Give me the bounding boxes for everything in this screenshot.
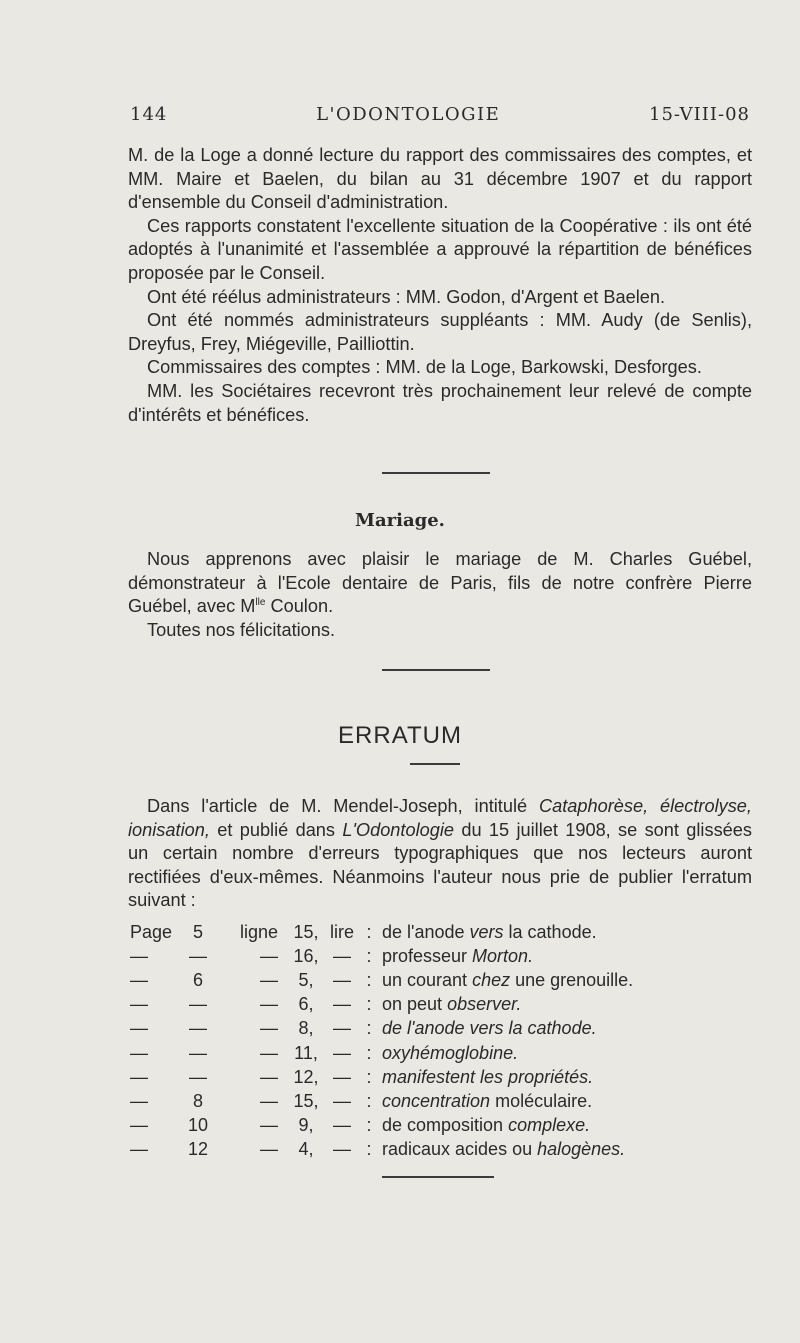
- errata-cell-f: :: [366, 945, 372, 966]
- heading-underline: [410, 763, 460, 765]
- report-paragraph: M. de la Loge a donné lecture du rapport des commissaires des comptes, et MM. Maire et Baelen, du bilan au 31 décembre 1907 et du rapport d'ensemble du Conseil d'administration.: [128, 145, 752, 213]
- errata-correction: oxyhémoglobine.: [382, 1042, 519, 1063]
- errata-correction: de l'anode vers la cathode.: [382, 1018, 597, 1039]
- erratum-heading: ERRATUM: [338, 722, 462, 749]
- errata-row: [130, 1114, 633, 1138]
- errata-cell-a: —: [130, 1066, 148, 1087]
- errata-cell-e: —: [333, 994, 351, 1015]
- running-header: [130, 104, 750, 125]
- errata-cell-a: Page: [130, 921, 173, 942]
- errata-cell-b: 5: [192, 921, 203, 942]
- errata-correction: un courant chez une grenouille.: [382, 969, 634, 990]
- errata-cell-e: —: [333, 1066, 351, 1087]
- errata-cell-a: —: [130, 1090, 148, 1111]
- errata-cell-e: lire: [329, 921, 354, 942]
- section-divider: [382, 472, 490, 474]
- erratum-intro: [128, 795, 752, 913]
- errata-row: [130, 920, 633, 944]
- errata-cell-c: —: [260, 969, 278, 990]
- section-divider: [382, 669, 490, 671]
- errata-cell-d: 4,: [298, 1139, 314, 1160]
- errata-cell-b: 8: [192, 1090, 203, 1111]
- errata-cell-d: 5,: [298, 969, 314, 990]
- errata-cell-f: :: [366, 921, 372, 942]
- errata-cell-d: 12,: [293, 1066, 319, 1087]
- errata-cell-f: :: [366, 1018, 372, 1039]
- errata-cell-a: —: [130, 945, 148, 966]
- errata-cell-d: 8,: [298, 1018, 314, 1039]
- errata-cell-c: ligne: [239, 921, 278, 942]
- errata-cell-a: —: [130, 969, 148, 990]
- report-paragraph: MM. les Sociétaires recevront très prochainement leur relevé de compte d'intérêts et bénéfices.: [128, 380, 752, 425]
- errata-cell-f: :: [366, 1115, 372, 1136]
- errata-cell-c: —: [260, 994, 278, 1015]
- report-paragraph: Commissaires des comptes : MM. de la Loge, Barkowski, Desforges.: [147, 357, 702, 378]
- mariage-section: [128, 548, 752, 642]
- errata-row: [130, 944, 633, 968]
- errata-row: [130, 1089, 633, 1113]
- errata-correction: de l'anode vers la cathode.: [382, 921, 597, 942]
- errata-cell-e: —: [333, 1090, 351, 1111]
- mariage-paragraph: Toutes nos félicitations.: [147, 619, 336, 640]
- errata-row: [130, 1017, 633, 1041]
- errata-correction: professeur Morton.: [382, 945, 534, 966]
- assembly-report: [128, 144, 752, 427]
- errata-cell-e: —: [333, 1018, 351, 1039]
- errata-cell-b: —: [189, 1018, 207, 1039]
- errata-cell-a: —: [130, 1018, 148, 1039]
- errata-cell-f: :: [366, 1066, 372, 1087]
- errata-cell-c: —: [260, 945, 278, 966]
- errata-cell-d: 9,: [298, 1115, 314, 1136]
- errata-row: [130, 1065, 633, 1089]
- errata-cell-b: 10: [187, 1115, 209, 1136]
- errata-cell-a: —: [130, 1115, 148, 1136]
- errata-cell-d: 16,: [293, 945, 319, 966]
- errata-cell-b: —: [189, 1042, 207, 1063]
- errata-correction: radicaux acides ou halogènes.: [382, 1139, 626, 1160]
- errata-cell-e: —: [333, 945, 351, 966]
- errata-correction: on peut observer.: [382, 994, 522, 1015]
- errata-cell-f: :: [366, 1139, 372, 1160]
- errata-cell-c: —: [260, 1066, 278, 1087]
- report-paragraph: Ont été nommés administrateurs suppléants : MM. Audy (de Senlis), Dreyfus, Frey, Miégeville, Pailliottin.: [128, 310, 752, 354]
- page-number: 144: [130, 104, 168, 125]
- report-paragraph: Ont été réélus administrateurs : MM. Godon, d'Argent et Baelen.: [147, 286, 666, 307]
- errata-cell-a: —: [130, 994, 148, 1015]
- errata-cell-d: 15,: [293, 921, 319, 942]
- errata-cell-c: —: [260, 1115, 278, 1136]
- errata-cell-c: —: [260, 1018, 278, 1039]
- errata-cell-d: 15,: [293, 1090, 319, 1111]
- errata-cell-b: —: [189, 1066, 207, 1087]
- errata-row: [130, 1138, 633, 1162]
- errata-cell-f: :: [366, 969, 372, 990]
- erratum-paragraph: Dans l'article de M. Mendel-Joseph, intitulé Cataphorèse, électrolyse, ionisation, et publié dans L'Odontologie du 15 juillet 1908, se sont glissées un certain nombre d'erreurs typographiques que nos lecteurs auront rectifiées d'eux-mêmes. Néanmoins l'auteur nous prie de publier l'erratum suivant :: [128, 796, 752, 911]
- mariage-heading: Mariage.: [355, 510, 445, 531]
- errata-cell-e: —: [333, 1115, 351, 1136]
- errata-cell-f: :: [366, 1042, 372, 1063]
- errata-cell-e: —: [333, 1042, 351, 1063]
- errata-cell-e: —: [333, 969, 351, 990]
- errata-cell-c: —: [260, 1042, 278, 1063]
- errata-row: [130, 968, 633, 992]
- errata-cell-b: 12: [187, 1139, 209, 1160]
- errata-cell-b: —: [189, 994, 207, 1015]
- errata-row: [130, 1041, 633, 1065]
- errata-correction: de composition complexe.: [382, 1115, 591, 1136]
- journal-title: L'ODONTOLOGIE: [316, 104, 501, 125]
- errata-table: [130, 920, 633, 1162]
- mariage-paragraph: Nous apprenons avec plaisir le mariage de M. Charles Guébel, démonstrateur à l'Ecole dentaire de Paris, fils de notre confrère Pierre Guébel, avec $M^{lle}$ Coulon.: [128, 549, 752, 617]
- errata-cell-f: :: [366, 994, 372, 1015]
- errata-cell-b: 6: [192, 969, 203, 990]
- errata-cell-d: 6,: [298, 994, 314, 1015]
- section-divider: [382, 1176, 494, 1178]
- errata-cell-b: —: [189, 945, 207, 966]
- issue-date: 15-VIII-08: [649, 104, 750, 125]
- errata-cell-f: :: [366, 1090, 372, 1111]
- errata-cell-a: —: [130, 1139, 148, 1160]
- errata-correction: manifestent les propriétés.: [382, 1066, 594, 1087]
- errata-cell-e: —: [333, 1139, 351, 1160]
- errata-correction: concentration moléculaire.: [382, 1090, 593, 1111]
- errata-row: [130, 993, 633, 1017]
- errata-cell-c: —: [260, 1139, 278, 1160]
- errata-cell-a: —: [130, 1042, 148, 1063]
- errata-cell-d: 11,: [294, 1042, 318, 1063]
- report-paragraph: Ces rapports constatent l'excellente situation de la Coopérative : ils ont été adoptés à l'unanimité et l'assemblée a approuvé la répartition de bénéfices proposée par le Conseil.: [128, 215, 752, 283]
- errata-cell-c: —: [260, 1090, 278, 1111]
